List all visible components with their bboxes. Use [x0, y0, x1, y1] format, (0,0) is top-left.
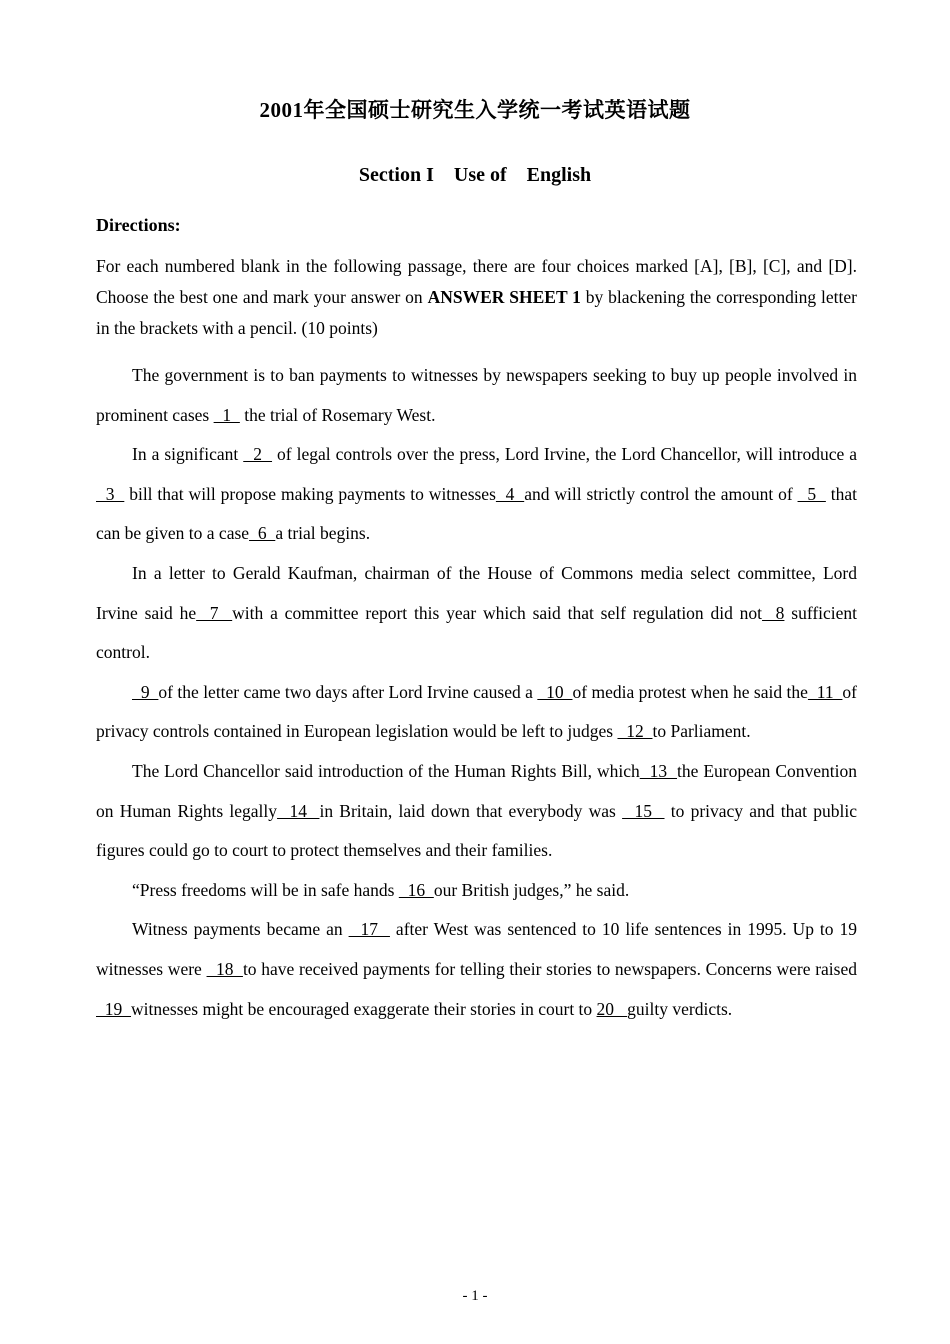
- blank-4: 4: [495, 483, 525, 504]
- blank-9: 9: [132, 681, 159, 702]
- blank-14: 14: [277, 800, 320, 821]
- blank-3: 3: [96, 483, 125, 504]
- blank-13: 13: [639, 760, 677, 781]
- page-title: 2001年全国硕士研究生入学统一考试英语试题: [259, 98, 691, 122]
- blank-16: 16: [398, 879, 434, 900]
- blank-18: 18: [206, 958, 243, 979]
- blank-12: 12: [617, 721, 653, 742]
- blank-2: 2: [243, 444, 273, 465]
- blank-10: 10: [537, 681, 573, 702]
- directions-heading: Directions:: [96, 215, 181, 235]
- paragraph-2: In a significant 2 of legal controls over the press, Lord Irvine, the Lord Chancellor, will introduce a 3 bill that will propose making payments to witnesses 4 and will strictly control the amount of 5 that can be given to a case 6 a trial begins.: [96, 444, 858, 544]
- paragraph-6: “Press freedoms will be in safe hands 16 our British judges,” he said.: [132, 879, 630, 900]
- blank-8: 8: [762, 602, 785, 623]
- blank-5: 5: [797, 483, 826, 504]
- blank-15: 15: [622, 800, 665, 821]
- answer-sheet-label: ANSWER SHEET 1: [427, 287, 581, 307]
- page-number: - 1 -: [462, 1288, 488, 1304]
- paragraph-5: The Lord Chancellor said introduction of the Human Rights Bill, which 13 the European Convention on Human Rights legally 14 in Britain, laid down that everybody was 15 to privacy and that public figures could go to court to protect themselves and their families.: [96, 760, 857, 861]
- paragraph-1: The government is to ban payments to witnesses by newspapers seeking to buy up people involved in prominent cases 1 the trial of Rosemary West.: [96, 365, 857, 425]
- paragraph-4: 9 of the letter came two days after Lord Irvine caused a 10 of media protest when he said the 11 of privacy controls contained in European legislation would be left to judges 12 to Parliament.: [96, 681, 857, 742]
- section-heading: Section I Use of English: [358, 164, 592, 186]
- blank-17: 17: [348, 919, 390, 940]
- paragraph-7: Witness payments became an 17 after West was sentenced to 10 life sentences in 1995. Up to 19 witnesses were 18 to have received payments for telling their stories to newspapers. Concerns were raised 19 witnesses might be encouraged exaggerate their stories in court to 20 guilty verdicts.: [96, 919, 857, 1019]
- blank-20: 20: [596, 998, 628, 1019]
- directions-text: For each numbered blank in the following passage, there are four choices marked [A], [B], [C], and [D]. Choose the best one and mark your answer on ANSWER SHEET 1 by blackening the corresponding letter in the brackets with a pencil. (10 points): [96, 256, 857, 338]
- blank-6: 6: [249, 523, 276, 544]
- blank-7: 7: [196, 602, 233, 623]
- blank-19: 19: [96, 998, 131, 1019]
- paragraph-3: In a letter to Gerald Kaufman, chairman of the House of Commons media select committee, Lord Irvine said he 7 with a committee report this year which said that self regulation did not 8 sufficient control.: [96, 562, 858, 663]
- blank-11: 11: [807, 681, 843, 702]
- blank-1: 1: [213, 404, 240, 425]
- cloze-passage: [96, 356, 857, 1029]
